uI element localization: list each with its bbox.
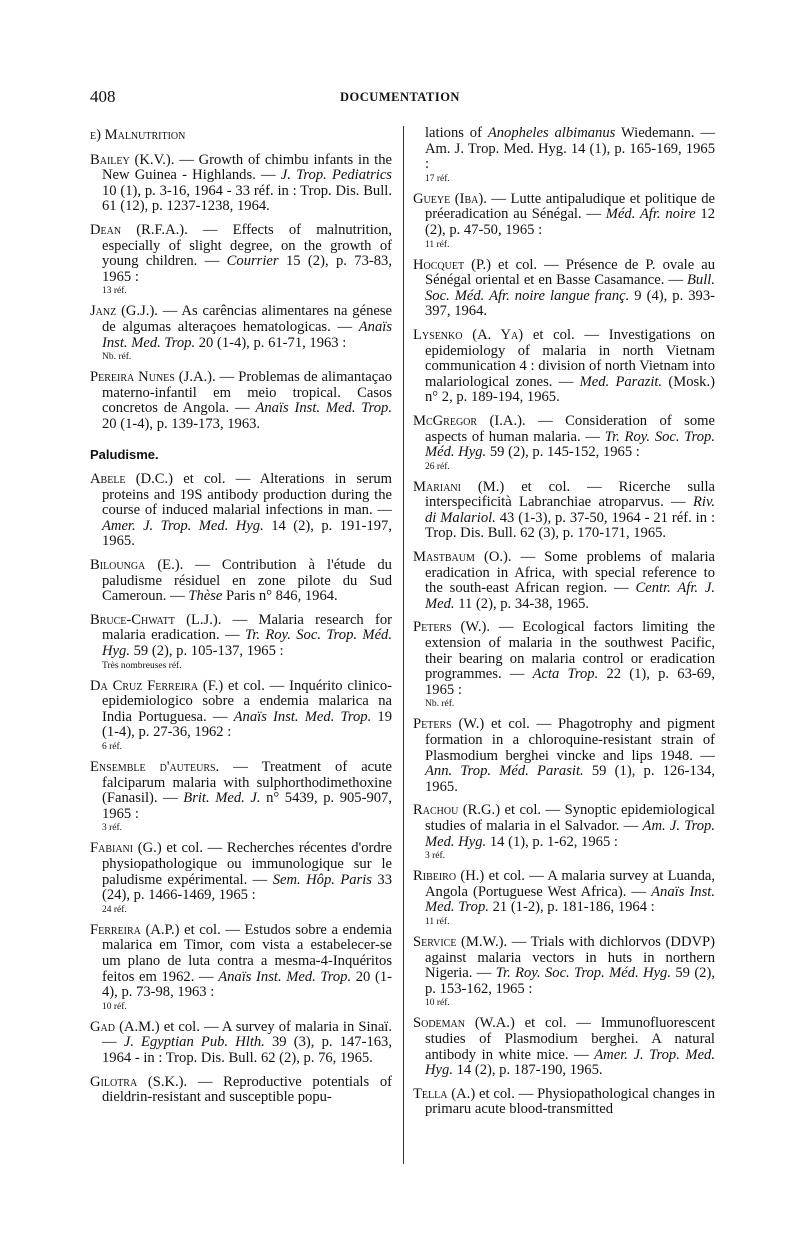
entry-ref-count: Très nombreuses réf. <box>102 660 182 671</box>
entry-details: 59 (2), p. 153-162, 1965 : <box>425 965 715 997</box>
entry-ref-count: 10 réf. <box>425 998 450 1009</box>
entry-text: — Effects of malnutrition, especially of slight degree, on the growth of young children. — <box>102 221 392 270</box>
entry-details: n° 5439, p. 905-907, 1965 : <box>102 790 393 822</box>
entry-author: Da Cruz Ferreira (F.) <box>90 677 224 694</box>
entry-author: Gad (A.M.) <box>90 1018 160 1035</box>
entry-text: et col. — Investigations on epidemiology of malaria in north Vietnam communication 4 : division of north Vietnam into malariological zones. — <box>425 326 715 390</box>
entry-author: Bilounga (E.). <box>90 557 184 574</box>
entry-author: Pereira Nunes (J.A.). <box>90 369 216 386</box>
entry-journal: Tr. Roy. Soc. Trop. Méd. Hyg. <box>102 627 392 660</box>
entry-text: — Problemas de alimantaçao materno-infantil em meio tropical. Casos concretos de Angola. — <box>102 369 392 417</box>
bibliography-entry <box>90 841 392 914</box>
entry-ref-count: Nb. réf. <box>425 699 455 710</box>
entry-text: et col. — Présence de P. ovale au Sénégal oriental et en Basse Casamance. — <box>425 256 716 289</box>
entry-author: Bruce-Chwatt (L.J.). <box>90 611 222 628</box>
entry-details: 59 (2), p. 145-152, 1965 : <box>486 444 640 461</box>
entry-text: — Trials with dichlorvos (DDVP) against malaria vectors in huts in northern Nigeria. — <box>425 933 715 982</box>
entry-author: Tella (A.) <box>413 1085 476 1102</box>
entry-details: 20 (1-4), p. 73-98, 1963 : <box>102 968 392 1001</box>
entry-journal: Bull. Soc. Méd. Afr. noire langue franç. <box>425 272 715 304</box>
entry-details: 11 (2), p. 34-38, 1965. <box>454 595 590 612</box>
entry-text: et col. — A malaria survey at Luanda, Angola (Portuguese West Africa). — <box>425 868 715 900</box>
entry-details: 39 (3), p. 147-163, 1964 - in : Trop. Dis. Bull. 62 (2), p. 76, 1965. <box>102 1034 393 1066</box>
entry-author: Janz (G.J.). <box>90 303 158 320</box>
bibliography-entry <box>413 480 715 542</box>
entry-details: Paris n° 846, 1964. <box>222 588 338 605</box>
entry-text: et col. — A survey of malaria in Sinaï. — <box>102 1018 393 1051</box>
page-number: 408 <box>90 87 116 106</box>
entry-ref-count: 26 réf. <box>425 461 450 472</box>
entry-journal: Anaïs Inst. Med. Trop. <box>102 318 392 351</box>
malnutrition-entries <box>90 153 392 433</box>
entry-text: — Contribution à l'étude du paludisme résiduel en zone pilote du Sud Cameroun. — <box>102 557 392 605</box>
entry-details: 10 (1), p. 3-16, 1964 - 33 réf. in : Trop. Dis. Bull. 61 (12), p. 1237-1238, 1964. <box>102 182 392 215</box>
entry-journal: Méd. Afr. noire <box>605 206 696 223</box>
bibliography-entry <box>413 935 715 1008</box>
entry-details: Wiedemann. — Am. J. Trop. Med. Hyg. 14 (1), p. 165-169, 1965 : <box>425 125 715 173</box>
entry-journal: Amer. J. Trop. Med. Hyg. <box>425 1046 715 1079</box>
entry-journal: Centr. Afr. J. Med. <box>425 580 715 612</box>
entry-author: Mariani (M.) <box>413 478 505 495</box>
entry-text: — As carências alimentares na génese de algumas alteraçoes hematologicas. — <box>102 303 392 335</box>
column-rule <box>403 126 404 1164</box>
bibliography-entry <box>90 679 392 752</box>
entry-journal: Anaïs Inst. Med. Trop. <box>255 400 392 417</box>
entry-details: 9 (4), p. 393-397, 1964. <box>425 287 715 320</box>
entry-author: Sodeman (W.A.) <box>413 1015 515 1032</box>
entry-author: Ensemble d'auteurs. <box>90 759 220 775</box>
entry-details: 59 (1), p. 126-134, 1965. <box>425 763 715 795</box>
right-entries <box>413 126 715 1118</box>
bibliography-entry <box>90 370 392 432</box>
entry-details: 15 (2), p. 73-83, 1965 : <box>102 253 392 285</box>
bibliography-entry <box>413 414 715 472</box>
bibliography-entry <box>90 558 392 605</box>
entry-details: 33 (24), p. 1466-1469, 1965 : <box>102 871 392 904</box>
entry-text: — Consideration of some aspects of human malaria. — <box>425 412 715 445</box>
entry-text: — Ecological factors limiting the extension of malaria in the southwest Pacific, their bearing on malaria control or eradication programmes. — <box>425 619 715 683</box>
entry-text: et col. — Immunofluorescent studies of Plasmodium berghei. A natural antibody in white mice. — <box>425 1015 715 1063</box>
entry-journal: Tr. Roy. Soc. Trop. Méd. Hyg. <box>425 428 715 461</box>
bibliography-entry <box>90 304 392 362</box>
bibliography-entry <box>413 1016 715 1078</box>
bibliography-entry <box>413 620 715 709</box>
entry-details: 12 (2), p. 47-50, 1965 : <box>425 206 715 238</box>
entry-text: et col. — Ricerche sulla interspecificità Labranchiae atroparvus. — <box>425 478 715 511</box>
bibliography-entry <box>90 153 392 215</box>
bibliography-entry <box>90 1075 392 1106</box>
entry-journal: Acta Trop. <box>532 666 599 683</box>
entry-author: Service (M.W.). <box>413 933 508 950</box>
entry-text: et col. — Inquérito clinico-epidemiologico sobre a endemia malarica na India Portuguesa. — <box>102 677 392 725</box>
bibliography-entry <box>413 126 715 184</box>
entry-text: et col. — Alterations in serum proteins and 19S antibody production during the course of induced malarial infections in man. — <box>102 471 392 519</box>
bibliography-entry <box>413 258 715 320</box>
entry-ref-count: 3 réf. <box>425 851 446 862</box>
entry-text: — Some problems of malaria eradication in Africa, with special reference to the south-east African region. — <box>425 549 715 597</box>
entry-author: Ribeiro (H.) <box>413 868 485 885</box>
entry-text: et col. — Recherches récentes d'ordre physiopathologique ou immunologique sur le paludisme expérimental. — <box>102 840 393 888</box>
right-column <box>413 126 715 1126</box>
entry-details: 59 (2), p. 105-137, 1965 : <box>129 643 284 660</box>
entry-text: et col. — Physiopathological changes in primaru acute blood-transmitted <box>425 1085 715 1118</box>
entry-ref-count: 11 réf. <box>425 239 450 250</box>
entry-journal: Anaïs Inst. Med. Trop. <box>218 968 352 985</box>
section-heading-malnutrition: e) Malnutrition <box>90 127 186 143</box>
bibliography-entry <box>413 717 715 795</box>
entry-journal: Amer. J. Trop. Med. Hyg. <box>102 517 264 534</box>
entry-journal: J. Egyptian Pub. Hlth. <box>123 1034 265 1051</box>
entry-author: Mastbaum (O.). <box>413 549 512 566</box>
entry-ref-count: 17 réf. <box>425 173 450 184</box>
entry-details: 19 (1-4), p. 27-36, 1962 : <box>102 708 392 741</box>
entry-details: 14 (2), p. 191-197, 1965. <box>102 517 392 550</box>
entry-author: Hocquet (P.) <box>413 256 491 273</box>
entry-journal: Riv. di Malariol. <box>425 494 715 526</box>
entry-ref-count: 6 réf. <box>102 742 123 752</box>
entry-journal: Courrier <box>226 253 279 270</box>
entry-text: et col. — Estudos sobre a endemia malarica em Timor, com vista a estabelecer-se um plano de luta contra a mesma-4-Inquéritos feitos em 1962. — <box>102 921 392 985</box>
entry-details: 20 (1-4), p. 61-71, 1963 : <box>195 334 347 351</box>
paludisme-entries <box>90 472 392 1106</box>
entry-author: Dean (R.F.A.). <box>90 221 188 238</box>
bibliography-entry <box>413 803 715 861</box>
bibliography-entry <box>413 192 715 250</box>
bibliography-entry <box>90 472 392 550</box>
entry-author: Peters (W.). <box>413 619 490 636</box>
entry-text: et col. — Phagotrophy and pigment formation in a chloroquine-resistant strain of Plasmodium berghei vincke and lips 1948. — <box>425 716 716 764</box>
entry-text: — Growth of chimbu infants in the New Guinea - Highlands. — <box>102 151 392 184</box>
entry-journal: Med. Parazit. <box>579 373 663 390</box>
entry-journal: Ann. Trop. Méd. Parasit. <box>425 763 584 780</box>
entry-ref-count: 3 réf. <box>102 823 123 834</box>
entry-author: Abele (D.C.) <box>90 471 174 488</box>
bibliography-entry <box>90 223 392 296</box>
bibliography-entry <box>413 869 715 927</box>
bibliography-entry <box>90 923 392 1012</box>
entry-journal: Anopheles albimanus <box>487 125 616 141</box>
entry-author: McGregor (I.A.). <box>413 412 526 429</box>
entry-text: et col. — Synoptic epidemiological studies of malaria in el Salvador. — <box>425 802 715 834</box>
entry-details: 22 (1), p. 63-69, 1965 : <box>425 666 715 698</box>
entry-journal: Thèse <box>188 588 223 605</box>
entry-text: — Reproductive potentials of dieldrin-resistant and susceptible popu- <box>102 1073 392 1106</box>
entry-details: 21 (1-2), p. 181-186, 1964 : <box>488 899 655 916</box>
bibliography-entry <box>413 550 715 612</box>
entry-ref-count: 11 réf. <box>425 916 450 927</box>
entry-ref-count: 10 réf. <box>102 1001 127 1012</box>
entry-journal: Am. J. Trop. Med. Hyg. <box>425 817 716 850</box>
entry-journal: Anaïs Inst. Med. Trop. <box>425 883 715 916</box>
entry-details: 14 (2), p. 187-190, 1965. <box>452 1062 603 1079</box>
entry-author: Peters (W.) <box>413 716 485 733</box>
entry-text: — Lutte antipaludique et politique de préeradication au Sénégal. — <box>425 190 715 223</box>
left-column <box>90 126 392 1114</box>
running-head: DOCUMENTATION <box>340 90 460 104</box>
entry-author: Lysenko (A. Ya) <box>413 326 524 343</box>
bibliography-entry <box>90 613 392 671</box>
entry-text: — Malaria research for malaria eradication. — <box>102 611 392 644</box>
entry-details: (Mosk.) n° 2, p. 189-194, 1965. <box>425 373 715 406</box>
entry-journal: J. Trop. Pediatrics <box>280 167 392 184</box>
section-heading-paludisme: Paludisme. <box>90 446 159 462</box>
entry-ref-count: Nb. réf. <box>102 352 132 363</box>
entry-details: 20 (1-4), p. 139-173, 1963. <box>102 415 261 432</box>
entry-ref-count: 13 réf. <box>102 286 127 297</box>
entry-author: Fabiani (G.) <box>90 840 162 857</box>
entry-text: lations of <box>425 125 488 141</box>
bibliography-entry <box>90 1020 392 1067</box>
entry-journal: Tr. Roy. Soc. Trop. Méd. Hyg. <box>495 965 672 982</box>
entry-details: 43 (1-3), p. 37-50, 1964 - 21 réf. in : Trop. Dis. Bull. 62 (3), p. 170-171, 1965. <box>425 509 716 542</box>
entry-author: Rachou (R.G.) <box>413 802 501 819</box>
entry-author: Gueye (Iba). <box>413 190 487 207</box>
entry-journal: Brit. Med. J. <box>183 790 261 807</box>
entry-author: Gilotra (S.K.). <box>90 1073 188 1090</box>
entry-text: — Treatment of acute falciparum malaria with sulphorthodimethoxine (Fanasil). — <box>102 759 392 807</box>
entry-journal: Anaïs Inst. Med. Trop. <box>233 708 372 725</box>
bibliography-entry <box>413 328 715 406</box>
entry-author: Bailey (K.V.). <box>90 151 175 168</box>
entry-ref-count: 24 réf. <box>102 904 127 915</box>
entry-author: Ferreira (A.P.) <box>90 921 180 938</box>
bibliography-entry <box>413 1087 715 1118</box>
bibliography-entry <box>90 760 392 833</box>
entry-journal: Sem. Hôp. Paris <box>272 871 372 888</box>
entry-details: 14 (1), p. 1-62, 1965 : <box>486 833 618 850</box>
